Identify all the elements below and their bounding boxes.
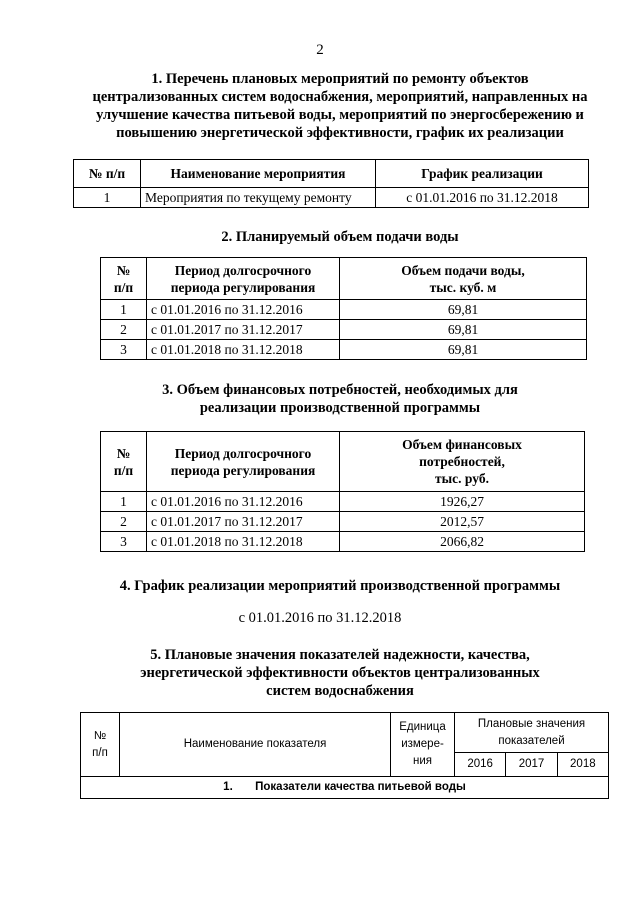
col-planned-header [455,713,609,753]
header-line: № [93,729,107,742]
header-line: тыс. куб. м [429,279,497,295]
row-activity: Мероприятия по текущему ремонту [141,188,376,208]
row-number: 3 [101,340,147,360]
col-unit-header [391,713,455,777]
col-schedule-header: График реализации [376,160,589,188]
section3-title-line: 3. Объем финансовых потребностей, необходимых для [162,382,518,398]
row-volume: 69,81 [340,320,587,340]
section5-table [80,712,609,799]
table-header-row [101,258,587,300]
section1-title [60,70,620,142]
row-finance: 2012,57 [340,512,585,532]
col-year-header: 2016 [455,753,506,777]
section4-title-line: 4. График реализации мероприятий производственной программы [119,578,561,594]
table-header-row [74,160,589,188]
section1-title-line: централизованных систем водоснабжения, мероприятий, направленных на [92,89,588,105]
header-line: п/п [113,462,134,478]
row-period: с 01.01.2017 по 31.12.2017 [147,320,340,340]
section3-table [100,431,585,552]
header-line: Единица [399,721,446,733]
section4-period: с 01.01.2016 по 31.12.2018 [238,610,402,626]
row-period: с 01.01.2016 по 31.12.2016 [147,300,340,320]
table-header-row [81,713,609,753]
header-line: тыс. руб. [435,471,489,486]
row-number: 2 [101,512,147,532]
row-period: с 01.01.2018 по 31.12.2018 [147,340,340,360]
col-year-header: 2018 [557,753,608,777]
section5-title-line: 5. Плановые значения показателей надежности, качества, [150,647,530,663]
section4-title [60,577,620,595]
col-number-header [81,713,120,777]
section2-title [60,228,620,246]
section1-title-line: улучшение качества питьевой воды, мероприятий по энергосбережению и [96,107,584,123]
col-period-header [147,432,340,492]
row-volume: 69,81 [340,300,587,320]
table-row [101,320,587,340]
col-activity-header: Наименование мероприятия [141,160,376,188]
col-number-header: № п/п [74,160,141,188]
header-line: показателей [498,734,565,747]
header-line: Период долгосрочного [174,262,312,278]
table-row [74,188,589,208]
table-row [101,300,587,320]
header-line: Объем подачи воды, [401,262,525,278]
section1-table [73,159,589,208]
col-number-header [101,258,147,300]
col-volume-header [340,258,587,300]
table-row [101,492,585,512]
section5-title [60,646,620,700]
section-row-quality: 1. Показатели качества питьевой воды [81,777,609,799]
header-line: п/п [92,746,108,759]
table-header-row [101,432,585,492]
table-row [101,340,587,360]
section2-title-line: 2. Планируемый объем подачи воды [221,229,459,245]
header-line: потребностей, [419,454,505,469]
row-number: 1 [101,300,147,320]
header-line: п/п [113,279,134,295]
section2-table [100,257,587,360]
section5-title-line: энергетической эффективности объектов централизованных [140,665,540,681]
row-number: 2 [101,320,147,340]
row-finance: 1926,27 [340,492,585,512]
table-row [101,532,585,552]
row-number: 3 [101,532,147,552]
header-line: № [116,262,131,278]
header-line: ния [412,755,432,767]
row-number: 1 [101,492,147,512]
section1-title-line: 1. Перечень плановых мероприятий по ремонту объектов [151,71,529,87]
header-line: периода регулирования [170,279,316,295]
page-number: 2 [316,42,324,58]
row-schedule: с 01.01.2016 по 31.12.2018 [376,188,589,208]
row-volume: 69,81 [340,340,587,360]
table-section-row [81,777,609,799]
col-period-header [147,258,340,300]
col-year-header: 2017 [506,753,557,777]
header-line: Период долгосрочного [174,445,312,461]
section3-title-line: реализации производственной программы [199,400,481,416]
col-number-header [101,432,147,492]
col-indicator-header: Наименование показателя [120,713,391,777]
section1-title-line: повышению энергетической эффективности, график их реализации [116,125,564,141]
row-finance: 2066,82 [340,532,585,552]
row-period: с 01.01.2018 по 31.12.2018 [147,532,340,552]
header-line: периода регулирования [170,462,316,478]
row-period: с 01.01.2017 по 31.12.2017 [147,512,340,532]
table-row [101,512,585,532]
row-period: с 01.01.2016 по 31.12.2016 [147,492,340,512]
header-line: Объем финансовых [402,437,522,452]
header-line: измере- [401,738,444,750]
row-number: 1 [74,188,141,208]
header-line: Плановые значения [477,717,586,730]
section3-title [60,381,620,417]
header-line: № [116,445,131,461]
section5-title-line: систем водоснабжения [266,683,414,699]
col-finance-header [340,432,585,492]
